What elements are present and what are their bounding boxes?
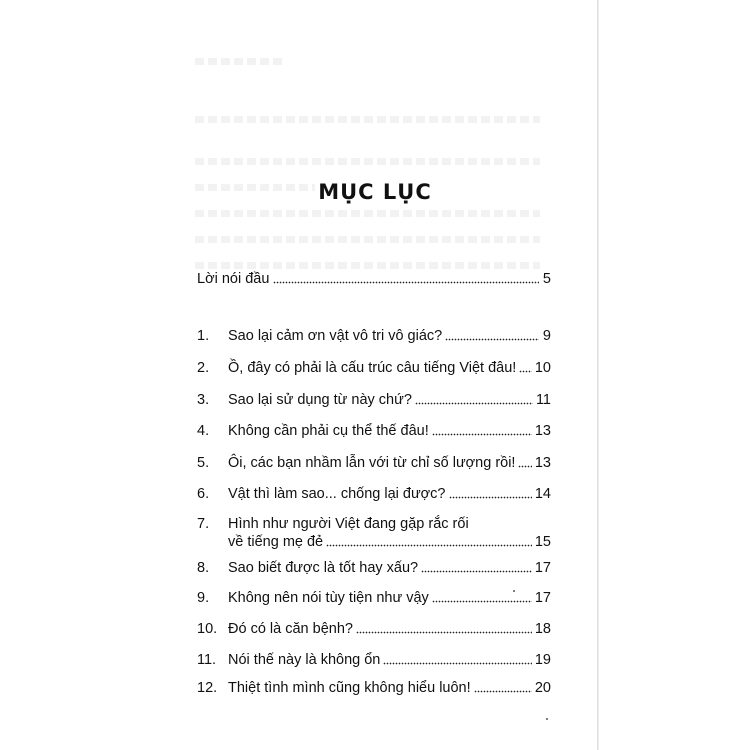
toc-entry [197,651,551,669]
toc-entry-label: Ồ, đây có phải là cấu trúc câu tiếng Việt đâu! [228,360,517,376]
toc-entry-page: 10 [534,360,551,376]
toc-entry-number: 6. [197,486,210,502]
toc-entry-label: Thiệt tình mình cũng không hiểu luôn! [228,680,471,696]
toc-entry-page: 18 [534,621,551,637]
toc-entry-label: Nói thế này là không ổn [228,652,381,668]
dot-leader [356,631,532,634]
toc-entry-page: 13 [534,455,551,471]
toc-entry-page: 5 [542,271,551,287]
toc-entry-page: 17 [534,560,551,576]
toc-entry-number: 9. [197,590,210,606]
toc-entry-number: 7. [197,516,210,532]
toc-entry-number: 5. [197,455,210,471]
toc-entry-label: Không nên nói tùy tiện như vậy [228,590,429,606]
dot-leader [326,544,532,547]
print-speck [546,718,548,720]
toc-entry-label: Hình như người Việt đang gặp rắc rối [228,516,469,532]
toc-entry-number: 2. [197,360,210,376]
toc-entry [197,454,551,472]
toc-entry-label: Ôi, các bạn nhầm lẫn với từ chỉ số lượng rồi! [228,455,516,471]
toc-entry-page: 14 [534,486,551,502]
dot-leader [273,281,539,284]
toc-entry-number: 1. [197,328,210,344]
dot-leader [519,370,532,373]
toc-entry-page: 17 [534,590,551,606]
toc-entry-label: Không cần phải cụ thể thế đâu! [228,423,429,439]
toc-entry-label-cont: về tiếng mẹ đẻ [228,534,324,550]
toc-entry [197,559,551,577]
toc-entry [197,359,551,377]
toc-entry-page: 19 [534,652,551,668]
toc-entry-number: 3. [197,392,210,408]
page-title: MỤC LỤC [318,180,432,204]
toc-entry-preface [197,270,551,288]
print-speck [513,590,515,592]
toc-entry [197,679,551,697]
toc-entry-page: 9 [542,328,551,344]
toc-entry [197,327,551,345]
page-edge [597,0,599,750]
toc-entry-number: 4. [197,423,210,439]
toc-entry-label: Sao biết được là tốt hay xấu? [228,560,419,576]
toc-entry-label: Sao lại cảm ơn vật vô tri vô giác? [228,328,443,344]
toc-entry-first-line [197,515,551,533]
toc-entry-page: 20 [534,680,551,696]
toc-entry-label: Sao lại sử dụng từ này chứ? [228,392,412,408]
toc-entry-number: 12. [197,680,218,696]
toc-entry [197,620,551,638]
dot-leader [415,402,533,405]
toc-entry-continuation [228,533,551,551]
toc-entry-label: Vật thì làm sao... chống lại được? [228,486,446,502]
dot-leader [474,690,532,693]
toc-entry-number: 10. [197,621,218,637]
toc-entry [197,485,551,503]
dot-leader [421,570,532,573]
toc-entry-page: 13 [534,423,551,439]
toc-entry-page: 15 [534,534,551,550]
toc-entry-label: Đó có là căn bệnh? [228,621,353,637]
toc-entry [197,589,551,607]
toc-entry-number: 11. [197,652,217,668]
dot-leader [445,338,539,341]
dot-leader [432,433,532,436]
toc-entry [197,391,551,409]
dot-leader [518,465,531,468]
dot-leader [449,496,532,499]
toc-entry [197,422,551,440]
toc-entry-number: 8. [197,560,210,576]
dot-leader [432,600,532,603]
toc-entry-page: 11 [535,392,551,408]
toc-entry-label: Lời nói đầu [197,271,270,287]
dot-leader [383,662,532,665]
